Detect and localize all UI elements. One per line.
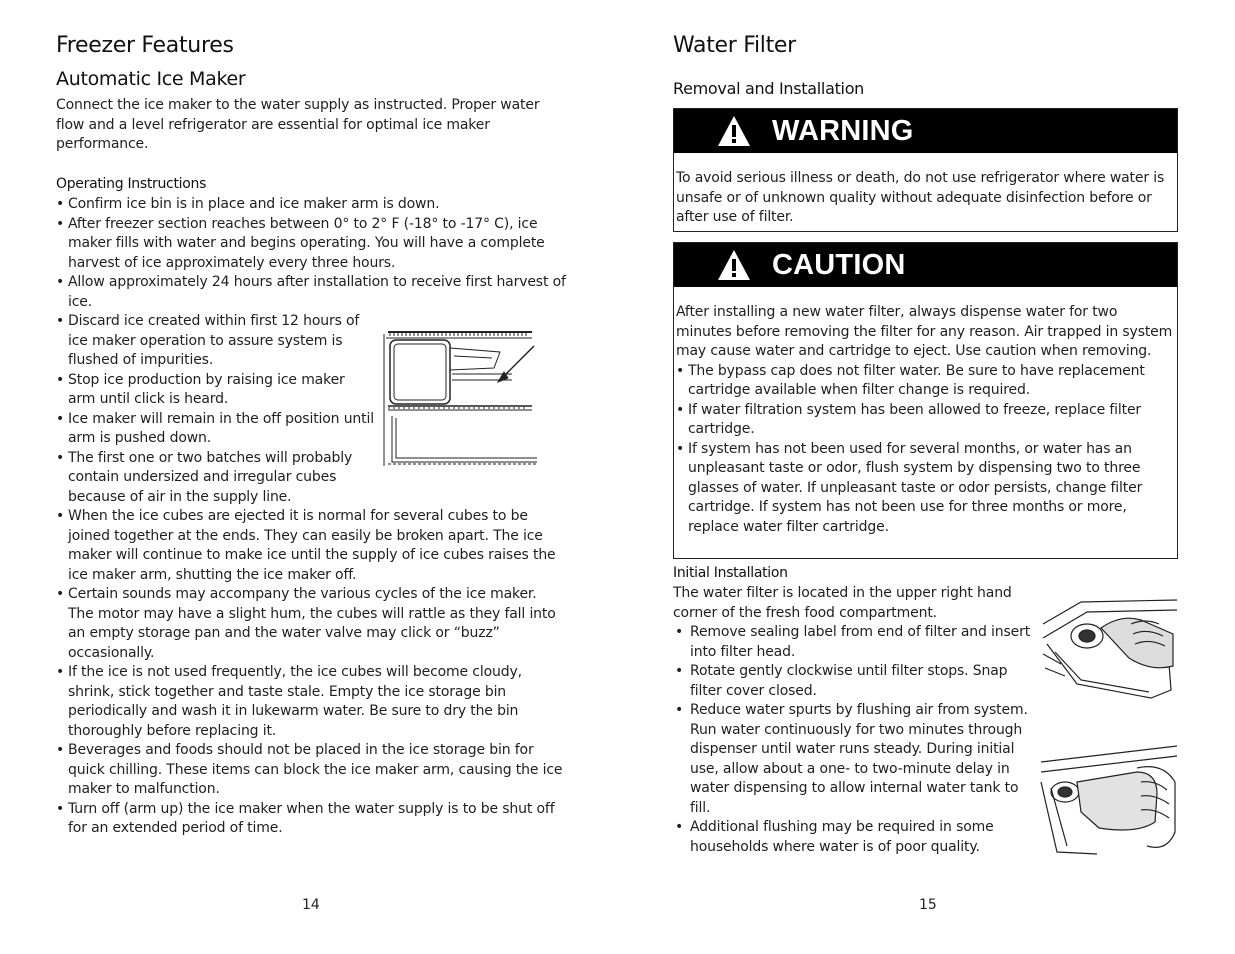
warning-triangle-icon — [716, 113, 752, 149]
warning-box — [673, 108, 1178, 232]
list-item: • Confirm ice bin is in place and ice maker arm is down. — [56, 195, 566, 215]
warning-text: To avoid serious illness or death, do not use refrigerator where water is unsafe or of unknown quality without adequate disinfection before or after use of filter. — [676, 170, 1165, 225]
intro-paragraph: Connect the ice maker to the water supply as instructed. Proper water flow and a level refrigerator are essential for optimal ice maker performance. — [56, 97, 540, 152]
page-number: 14 — [302, 897, 320, 913]
warning-header — [674, 109, 1177, 153]
filter-rotate-illustration — [1037, 742, 1179, 860]
bullets-narrow — [56, 312, 374, 507]
list-item: • The bypass cap does not filter water. Be sure to have replacement cartridge available when filter change is required. — [676, 362, 1175, 401]
list-item: • After freezer section reaches between 0° to 2° F (-18° to -17° C), ice maker fills with water and begins operating. You will have a complete harvest of ice approximately every three hours. — [56, 215, 566, 274]
operating-instructions-heading: Operating Instructions — [56, 176, 207, 192]
list-item: • Certain sounds may accompany the various cycles of the ice maker. The motor may have a slight hum, the cubes will rattle as they fall into an empty storage pan and the water valve may click or “buzz” occasionally. — [56, 585, 566, 663]
list-item: • If the ice is not used frequently, the ice cubes will become cloudy, shrink, stick together and taste stale. Empty the ice storage bin periodically and wash it in lukewarm water. Be sure to dry the bin thoroughly before replacing it. — [56, 663, 566, 741]
list-item: • Remove sealing label from end of filter and insert into filter head. — [673, 623, 1033, 662]
left-page — [0, 0, 617, 954]
ice-maker-illustration — [382, 326, 542, 472]
install-intro: The water filter is located in the upper right hand corner of the fresh food compartment. — [673, 585, 1012, 621]
bullets-bottom — [56, 507, 566, 839]
section-title: Automatic Ice Maker — [56, 68, 246, 90]
list-item: • Reduce water spurts by flushing air from system. Run water continuously for two minutes through dispenser until water runs steady. During initial use, allow about a one- to two-minute delay in water dispensing to allow internal water tank to fill. — [673, 701, 1033, 818]
filter-insert-illustration — [1041, 594, 1179, 710]
initial-installation-heading: Initial Installation — [673, 565, 788, 581]
bullets-top — [56, 195, 566, 312]
warning-label: WARNING — [772, 114, 914, 147]
caution-header — [674, 243, 1177, 287]
removal-installation-heading: Removal and Installation — [673, 79, 865, 98]
caution-box — [673, 242, 1178, 559]
list-item: • Beverages and foods should not be placed in the ice storage bin for quick chilling. These items can block the ice maker arm, causing the ice maker to malfunction. — [56, 741, 566, 800]
list-item: • Allow approximately 24 hours after installation to receive first harvest of ice. — [56, 273, 566, 312]
right-page — [617, 0, 1235, 954]
install-bullets — [673, 623, 1033, 857]
list-item: • Turn off (arm up) the ice maker when the water supply is to be shut off for an extended period of time. — [56, 800, 566, 839]
list-item: • Additional flushing may be required in some households where water is of poor quality. — [673, 818, 1033, 857]
page-title: Freezer Features — [56, 33, 234, 58]
caution-label: CAUTION — [772, 248, 906, 281]
list-item: • If water filtration system has been allowed to freeze, replace filter cartridge. — [676, 401, 1175, 440]
list-item: • Rotate gently clockwise until filter stops. Snap filter cover closed. — [673, 662, 1033, 701]
warning-triangle-icon — [716, 247, 752, 283]
caution-text: After installing a new water filter, always dispense water for two minutes before removing the filter for any reason. Air trapped in system may cause water and cartridge to eject. Use caution when removing. — [676, 304, 1173, 359]
caution-bullets — [674, 362, 1177, 538]
list-item: • Ice maker will remain in the off position until arm is pushed down. — [56, 410, 374, 449]
list-item: • The first one or two batches will probably contain undersized and irregular cubes because of air in the supply line. — [56, 449, 374, 508]
list-item: • Stop ice production by raising ice maker arm until click is heard. — [56, 371, 374, 410]
page-number: 15 — [919, 897, 937, 913]
page-title: Water Filter — [673, 33, 796, 58]
list-item: • If system has not been used for several months, or water has an unpleasant taste or odor, flush system by dispensing two to three glasses of water. If unpleasant taste or odor persists, change filter cartridge. If system has not been use for three months or more, replace water filter cartridge. — [676, 440, 1175, 538]
list-item: • When the ice cubes are ejected it is normal for several cubes to be joined together at the ends. They can easily be broken apart. The ice maker will continue to make ice until the supply of ice cubes raises the ice maker arm, shutting the ice maker off. — [56, 507, 566, 585]
list-item: • Discard ice created within first 12 hours of ice maker operation to assure system is flushed of impurities. — [56, 312, 374, 371]
